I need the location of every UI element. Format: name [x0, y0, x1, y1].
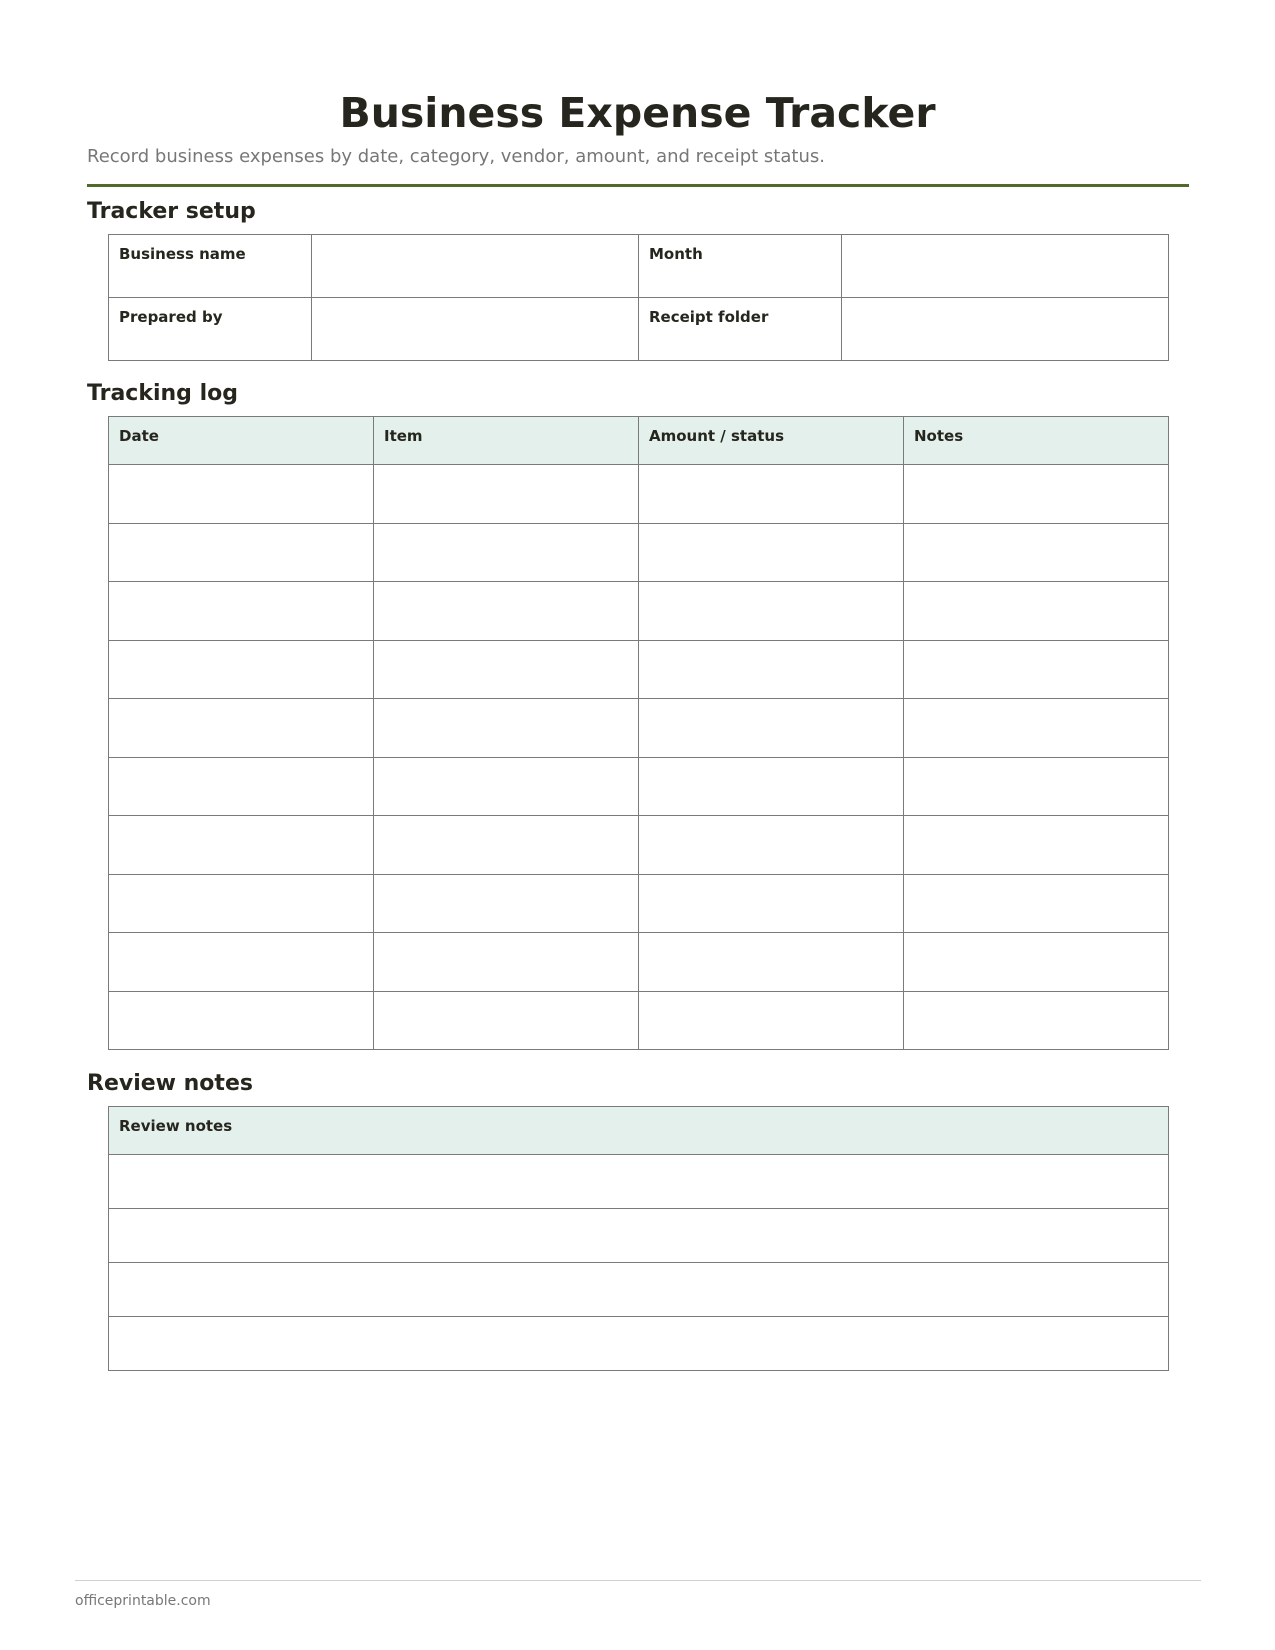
page-subtitle: Record business expenses by date, category, vendor, amount, and receipt status. [87, 146, 825, 167]
log-cell-item[interactable] [374, 465, 639, 524]
table-row [109, 523, 1169, 582]
log-cell-date[interactable] [109, 933, 374, 992]
setup-label-prepared-by: Prepared by [109, 298, 312, 361]
column-header-review-notes: Review notes [109, 1107, 1169, 1155]
log-cell-item[interactable] [374, 874, 639, 933]
review-notes-line[interactable] [109, 1209, 1169, 1263]
section-heading-tracker-setup: Tracker setup [87, 199, 256, 224]
tracking-log-header-row [109, 417, 1169, 465]
log-cell-date[interactable] [109, 523, 374, 582]
page-title: Business Expense Tracker [339, 89, 936, 137]
section-heading-review-notes: Review notes [87, 1071, 253, 1096]
log-cell-notes[interactable] [904, 582, 1169, 641]
title-divider [87, 184, 1189, 187]
table-row [109, 1263, 1169, 1317]
log-cell-date[interactable] [109, 640, 374, 699]
setup-label-receipt-folder: Receipt folder [639, 298, 842, 361]
table-row [109, 582, 1169, 641]
setup-row [109, 235, 1169, 298]
log-cell-notes[interactable] [904, 757, 1169, 816]
review-notes-header-row [109, 1107, 1169, 1155]
log-cell-notes[interactable] [904, 991, 1169, 1050]
section-heading-tracking-log: Tracking log [87, 381, 238, 406]
setup-field-prepared-by[interactable] [312, 298, 639, 361]
log-cell-amount-status[interactable] [639, 465, 904, 524]
log-cell-item[interactable] [374, 991, 639, 1050]
log-cell-date[interactable] [109, 757, 374, 816]
setup-row [109, 298, 1169, 361]
table-row [109, 1155, 1169, 1209]
setup-field-business-name[interactable] [312, 235, 639, 298]
log-cell-amount-status[interactable] [639, 874, 904, 933]
footer-site-name: officeprintable.com [75, 1593, 211, 1609]
log-cell-item[interactable] [374, 640, 639, 699]
table-row [109, 757, 1169, 816]
log-cell-amount-status[interactable] [639, 699, 904, 758]
setup-label-month: Month [639, 235, 842, 298]
review-notes-line[interactable] [109, 1263, 1169, 1317]
log-cell-date[interactable] [109, 874, 374, 933]
setup-label-business-name: Business name [109, 235, 312, 298]
column-header-notes: Notes [904, 417, 1169, 465]
log-cell-notes[interactable] [904, 933, 1169, 992]
log-cell-amount-status[interactable] [639, 757, 904, 816]
log-cell-item[interactable] [374, 757, 639, 816]
footer-divider [75, 1580, 1201, 1581]
log-cell-amount-status[interactable] [639, 816, 904, 875]
log-cell-date[interactable] [109, 699, 374, 758]
log-cell-notes[interactable] [904, 640, 1169, 699]
log-cell-item[interactable] [374, 582, 639, 641]
log-cell-amount-status[interactable] [639, 640, 904, 699]
log-cell-amount-status[interactable] [639, 523, 904, 582]
log-cell-item[interactable] [374, 816, 639, 875]
log-cell-notes[interactable] [904, 465, 1169, 524]
log-cell-notes[interactable] [904, 816, 1169, 875]
log-cell-date[interactable] [109, 816, 374, 875]
table-row [109, 933, 1169, 992]
table-row [109, 640, 1169, 699]
table-row [109, 1209, 1169, 1263]
log-cell-item[interactable] [374, 933, 639, 992]
review-notes-line[interactable] [109, 1317, 1169, 1371]
log-cell-notes[interactable] [904, 874, 1169, 933]
column-header-item: Item [374, 417, 639, 465]
tracking-log-table [108, 416, 1169, 1050]
log-cell-amount-status[interactable] [639, 991, 904, 1050]
table-row [109, 991, 1169, 1050]
table-row [109, 465, 1169, 524]
log-cell-amount-status[interactable] [639, 582, 904, 641]
table-row [109, 699, 1169, 758]
log-cell-item[interactable] [374, 699, 639, 758]
setup-field-receipt-folder[interactable] [842, 298, 1169, 361]
log-cell-date[interactable] [109, 465, 374, 524]
log-cell-amount-status[interactable] [639, 933, 904, 992]
table-row [109, 1317, 1169, 1371]
log-cell-item[interactable] [374, 523, 639, 582]
review-notes-table [108, 1106, 1169, 1371]
log-cell-date[interactable] [109, 582, 374, 641]
review-notes-line[interactable] [109, 1155, 1169, 1209]
tracker-setup-table [108, 234, 1169, 361]
setup-field-month[interactable] [842, 235, 1169, 298]
log-cell-date[interactable] [109, 991, 374, 1050]
table-row [109, 874, 1169, 933]
log-cell-notes[interactable] [904, 523, 1169, 582]
log-cell-notes[interactable] [904, 699, 1169, 758]
column-header-date: Date [109, 417, 374, 465]
column-header-amount-status: Amount / status [639, 417, 904, 465]
table-row [109, 816, 1169, 875]
